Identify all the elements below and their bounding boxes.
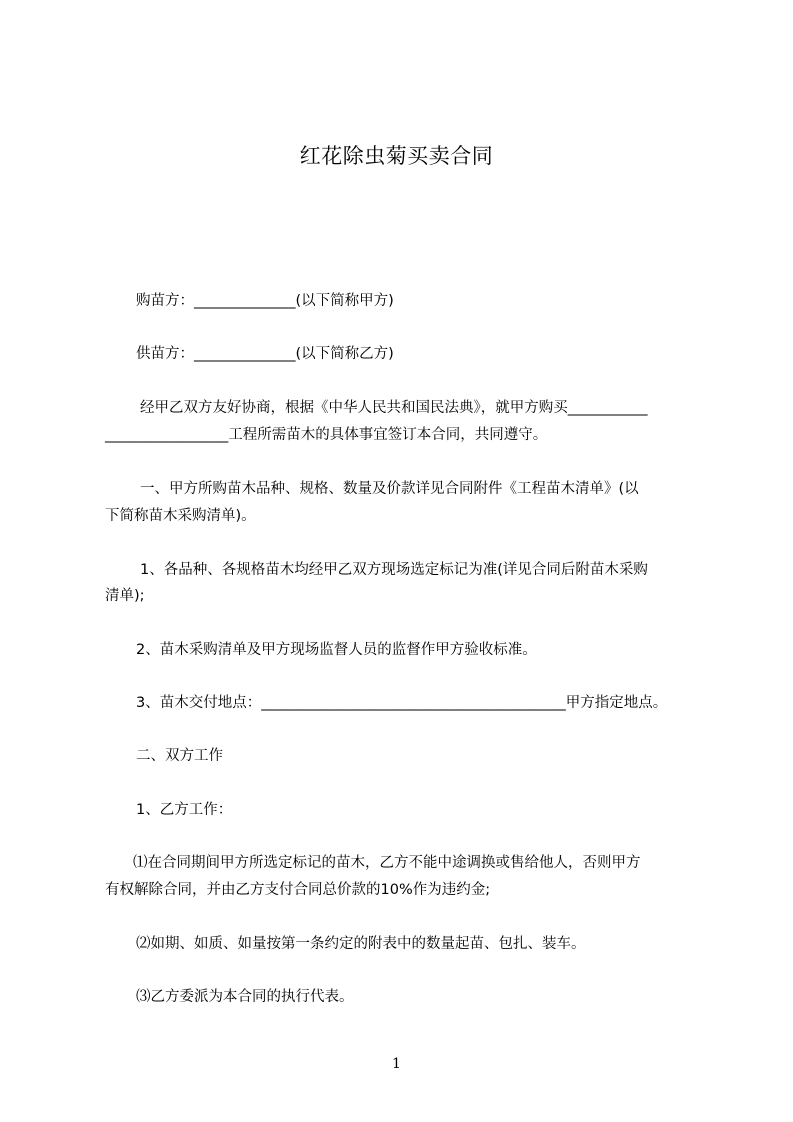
clause-1-1-line-2: 清单); <box>105 588 145 604</box>
clause-2-1-1-line-2: 有权解除合同，并由乙方支付合同总价款的10%作为违约金; <box>105 882 491 898</box>
supplier-line: 供苗方：______________(以下简称乙方) <box>136 346 394 362</box>
paragraph-intro-line-2: _________________工程所需苗木的具体事宜签订本合同，共同遵守。 <box>105 427 548 443</box>
clause-1-line-1: 一、甲方所购苗木品种、规格、数量及价款详见合同附件《工程苗木清单》(以 <box>140 481 639 497</box>
clause-1-2: 2、苗木采购清单及甲方现场监督人员的监督作甲方验收标准。 <box>136 642 537 658</box>
clause-2-1-1-line-1: ⑴在合同期间甲方所选定标记的苗木，乙方不能中途调换或售给他人，否则甲方 <box>133 855 641 871</box>
paragraph-intro-line-1: 经甲乙双方友好协商，根据《中华人民共和国民法典》，就甲方购买___________ <box>140 400 648 416</box>
section-2-heading: 二、双方工作 <box>136 748 223 764</box>
clause-2-1-heading: 1、乙方工作： <box>136 802 233 818</box>
clause-2-1-3: ⑶乙方委派为本合同的执行代表。 <box>136 989 354 1005</box>
clause-2-1-2: ⑵如期、如质、如量按第一条约定的附表中的数量起苗、包扎、装车。 <box>136 936 586 952</box>
clause-1-line-2: 下简称苗木采购清单)。 <box>105 508 256 524</box>
clause-1-3: 3、苗木交付地点：__________________________________________甲方指定地点。 <box>136 695 668 711</box>
buyer-line: 购苗方：______________(以下简称甲方) <box>136 293 394 309</box>
page-number: 1 <box>392 1056 401 1072</box>
clause-1-1-line-1: 1、各品种、各规格苗木均经甲乙双方现场选定标记为准(详见合同后附苗木采购 <box>140 562 648 578</box>
document-title: 红花除虫菊买卖合同 <box>299 144 494 168</box>
